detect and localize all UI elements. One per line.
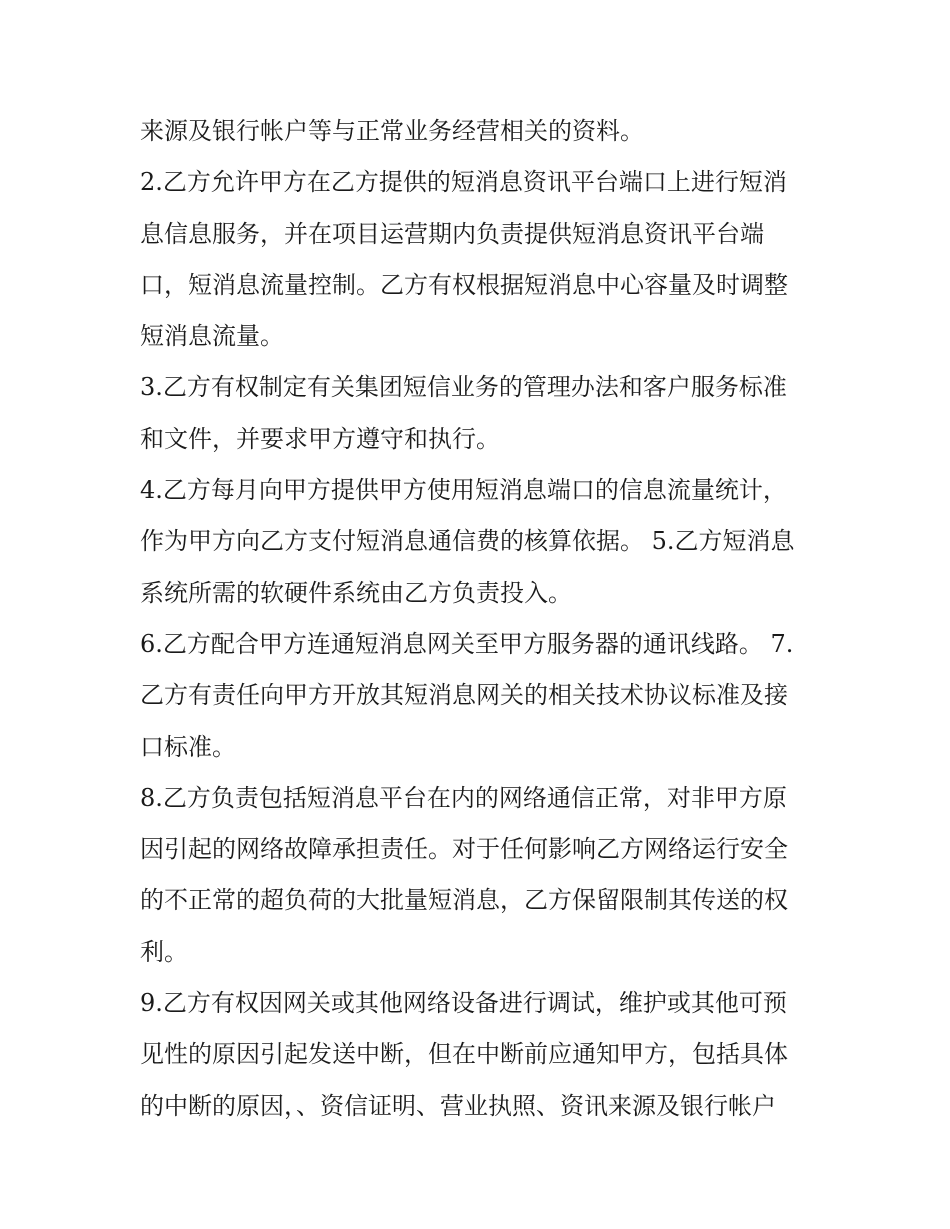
text-line: 息信息服务，并在项目运营期内负责提供短消息资讯平台端	[140, 219, 764, 248]
text-line: 8.乙方负责包括短消息平台在内的网络通信正常，对非甲方原	[140, 783, 787, 812]
text-line: 2.乙方允许甲方在乙方提供的短消息资讯平台端口上进行短消	[140, 168, 787, 197]
document-body	[140, 106, 820, 1132]
text-line: 口标准。	[140, 732, 236, 761]
text-line: 因引起的网络故障承担责任。对于任何影响乙方网络运行安全	[140, 835, 788, 864]
text-line: 短消息流量。	[140, 322, 284, 351]
text-line: 的中断的原因，、资信证明、营业执照、资讯来源及银行帐户	[140, 1091, 776, 1120]
text-line: 乙方有责任向甲方开放其短消息网关的相关技术协议标准及接	[140, 681, 788, 710]
text-line: 3.乙方有权制定有关集团短信业务的管理办法和客户服务标准	[140, 373, 787, 402]
text-line: 4.乙方每月向甲方提供甲方使用短消息端口的信息流量统计，	[140, 476, 787, 505]
text-line: 的不正常的超负荷的大批量短消息，乙方保留限制其传送的权	[140, 886, 788, 915]
text-line: 口，短消息流量控制。乙方有权根据短消息中心容量及时调整	[140, 270, 788, 299]
text-line: 作为甲方向乙方支付短消息通信费的核算依据。 5.乙方短消息	[140, 527, 795, 556]
text-line: 来源及银行帐户等与正常业务经营相关的资料。	[140, 117, 644, 145]
text-line: 和文件，并要求甲方遵守和执行。	[140, 424, 500, 453]
text-line: 见性的原因引起发送中断，但在中断前应通知甲方，包括具体	[140, 1040, 788, 1069]
text-line: 系统所需的软硬件系统由乙方负责投入。	[140, 578, 572, 607]
text-line: 9.乙方有权因网关或其他网络设备进行调试，维护或其他可预	[140, 989, 787, 1018]
text-line: 利。	[140, 937, 188, 966]
text-line: 6.乙方配合甲方连通短消息网关至甲方服务器的通讯线路。 7.	[140, 629, 794, 658]
